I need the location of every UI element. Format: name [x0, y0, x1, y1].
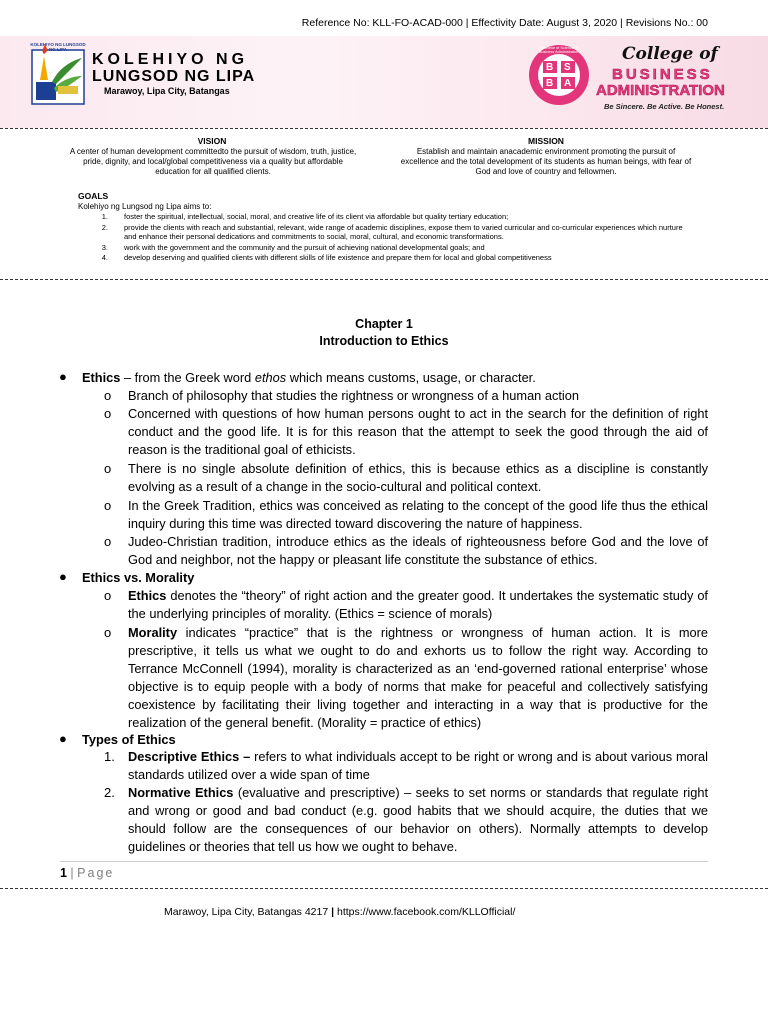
type1-term: Descriptive Ethics – — [128, 749, 251, 764]
goal-item — [78, 243, 718, 253]
seal-letter-s: S — [564, 62, 571, 73]
page-footer-line — [60, 861, 708, 862]
sub-bullet-icon: o — [104, 461, 112, 476]
page-number — [60, 866, 114, 880]
vision-text: A center of human development committedto the pursuit of wisdom, truth, justice, pride, dignity, and local/global competitiveness via a quality but affordable education for all qualified clients. — [69, 147, 357, 176]
college-business-label: BUSINESS — [612, 66, 713, 83]
seal-letter-a: A — [564, 78, 572, 89]
mission-title: MISSION — [528, 136, 564, 146]
type2-item — [128, 784, 708, 856]
goals-intro: Kolehiyo ng Lungsod ng Lipa aims to: — [78, 202, 212, 211]
mission-text: Establish and maintain anacademic environment promoting the pursuit of excellence and the total development of its students as human beings, with fear of God and love of country and fellowmen. — [400, 147, 692, 176]
sub-bullet-icon: o — [104, 406, 112, 421]
seal-ring-text: Bachelor of Science in Business Administration — [538, 46, 580, 54]
footer-contact — [164, 906, 515, 918]
types-heading-text: Types of Ethics — [82, 732, 176, 747]
sub-bullet-icon: o — [104, 625, 112, 640]
goal-number: 3. — [101, 243, 108, 252]
goals-title: GOALS — [78, 191, 109, 201]
ethics-definition — [82, 369, 710, 387]
footer-divider — [0, 888, 768, 889]
goal-text: develop deserving and qualified clients with different skills of life existence and prepare them for local and global competitiveness — [124, 253, 552, 262]
university-name-line1: KOLEHIYO NG — [92, 51, 249, 68]
goal-number: 2. — [101, 223, 108, 232]
footer-divider-bar: | — [328, 906, 337, 918]
vs-morality-term: Morality — [128, 625, 178, 640]
goals-divider — [0, 279, 768, 280]
footer-url[interactable]: https://www.facebook.com/KLLOfficial/ — [336, 906, 516, 918]
vs-morality-item — [128, 624, 708, 732]
goal-item — [78, 212, 718, 222]
type2-number: 2. — [104, 785, 115, 800]
goal-item — [78, 223, 718, 243]
ethics-def-part1: – from the Greek word — [120, 370, 255, 385]
goal-item — [78, 253, 718, 263]
reference-line: Reference No: KLL-FO-ACAD-000 | Effectivity Date: August 3, 2020 | Revisions No.: 00 — [301, 17, 708, 29]
bullet-icon: ● — [59, 369, 67, 384]
sub-bullet-icon: o — [104, 534, 112, 549]
goal-text: provide the clients with reach and substantial, relevant, wide range of academic disciplines, expose them to varied curricular and co-curricular experiences which nurture and enhance their personal dedications and commitments to social, moral, cultural, and economic transformations. — [124, 223, 683, 241]
vs-ethics-item — [128, 587, 708, 623]
ethics-sub-5: Judeo-Christian tradition, introduce ethics as the ideals of righteousness before God and the love of God and neighbor, not the happy or pleasant life constitute the substance of ethics. — [128, 534, 708, 567]
chapter-number: Chapter 1 — [355, 317, 413, 331]
ethics-sub-1: Branch of philosophy that studies the rightness or wrongness of a human action — [128, 388, 580, 403]
university-address: Marawoy, Lipa City, Batangas — [104, 86, 230, 96]
goal-number: 1. — [101, 212, 108, 221]
ethos-word: ethos — [254, 370, 287, 385]
chapter-title: Introduction to Ethics — [319, 334, 449, 348]
seal-letter-b2: B — [546, 78, 554, 89]
ethics-def-part2: which means customs, usage, or character. — [286, 370, 536, 385]
ethics-sub-2: Concerned with questions of how human persons ought to act in the search for the definition of right conduct and the good life. It is for this reason that the attempt to seek the good through the aid of reason is the traditional goal of ethicists. — [128, 406, 708, 457]
vs-morality-text: indicates “practice” that is the rightness or wrongness of human action. It is more prescriptive, it tells us what we ought to do and exhorts us to follow the right way. According to Terrance McConnell (1994), morality is characterized as an ‘end-governed rational enterprise’ whose objective is to equip people with a body of norms that make for peaceful and collectively satisfying coexistence by facilitating their living together and interacting in a way that is productive for the realization of the general benefit. (Morality = practice of ethics) — [128, 625, 708, 730]
college-of-label: College of — [622, 44, 718, 64]
bullet-icon: ● — [59, 731, 67, 746]
sub-bullet-icon: o — [104, 588, 112, 603]
type2-term: Normative Ethics — [128, 785, 234, 800]
page-separator: | — [66, 866, 78, 880]
bullet-icon: ● — [59, 569, 67, 584]
vs-ethics-term: Ethics — [128, 588, 167, 603]
page-word: Page — [77, 866, 115, 880]
goal-number: 4. — [101, 253, 108, 262]
sub-bullet-icon: o — [104, 498, 112, 513]
seal-letter-b1: B — [546, 62, 554, 73]
footer-address: Marawoy, Lipa City, Batangas 4217 — [164, 906, 329, 918]
ethics-sub-4: In the Greek Tradition, ethics was conceived as relating to the concept of the good life thus the ethical inquiry during this time was directed toward discovering the nature of happiness. — [128, 498, 708, 531]
logo-ring-text: KOLEHIYO NG LUNGSOD NG LIPA — [30, 42, 86, 52]
header-divider — [0, 128, 768, 129]
goal-text: foster the spiritual, intellectual, social, moral, and creative life of its client via affordable but quality tertiary education; — [124, 212, 509, 221]
page-number-value: 1 — [60, 866, 67, 880]
type2-text: (evaluative and prescriptive) – seeks to set norms or standards that regulate right and wrong or good and bad conduct (e.g. good habits that we should acquire, the duties that we should follow are the consequences of our behavior on others). Normally attempts to develop guidelines or theories that tell us how we ought to behave. — [128, 785, 708, 854]
sub-bullet-icon: o — [104, 388, 112, 403]
university-name-line2: LUNGSOD NG LIPA — [92, 68, 256, 85]
type1-number: 1. — [104, 749, 115, 764]
ethics-vs-morality-heading — [82, 569, 710, 587]
type1-text: refers to what individuals accept to be right or wrong and is about various moral standards utilized over a wide span of time — [128, 749, 708, 782]
types-heading — [82, 731, 710, 749]
college-administration-label: ADMINISTRATION — [596, 82, 725, 99]
vs-ethics-text: denotes the “theory” of right action and the greater good. It undertakes the systematic study of the underlying principles of morality. (Ethics = science of morals) — [128, 588, 708, 621]
goal-text: work with the government and the community and the pursuit of achieving national developmental goals; and — [124, 243, 485, 252]
vs-heading: Ethics vs. Morality — [82, 570, 195, 585]
ethics-sub-3: There is no single absolute definition of ethics, this is because ethics as a discipline is constantly evolving as a result of a change in the socio-cultural and political context. — [128, 461, 708, 494]
college-motto: Be Sincere. Be Active. Be Honest. — [604, 102, 725, 111]
type1-item — [128, 748, 708, 784]
ethics-term: Ethics — [82, 370, 121, 385]
vision-title: VISION — [197, 136, 227, 146]
